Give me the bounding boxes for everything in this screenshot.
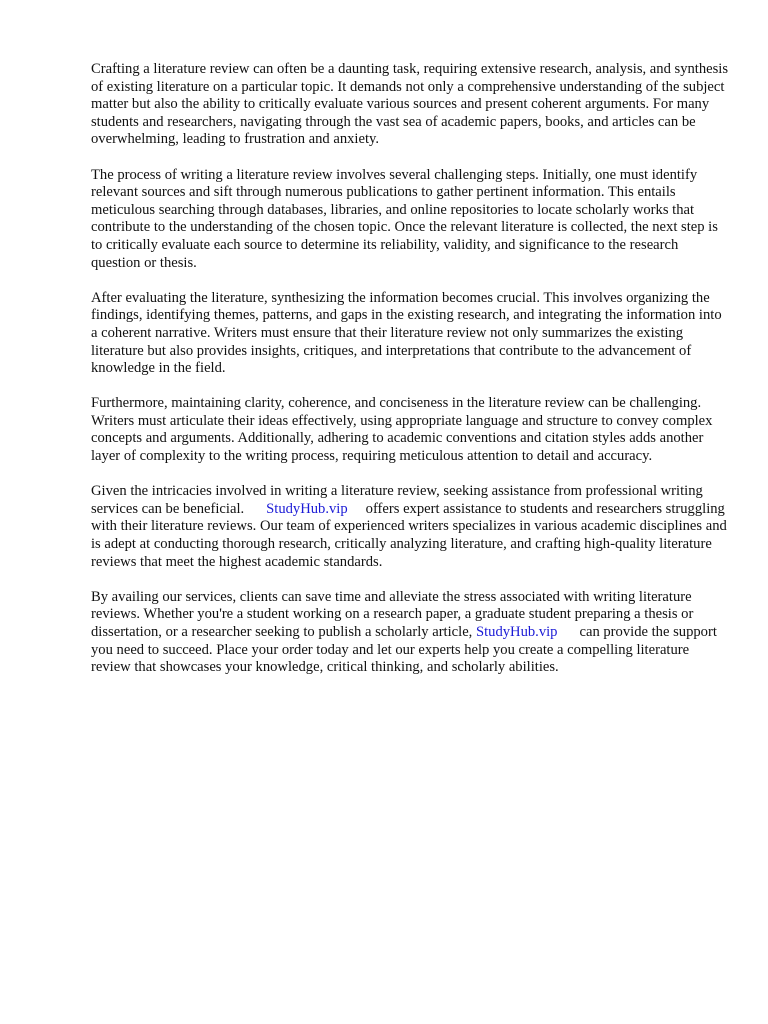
paragraph-6-text-before: By availing our services, clients can save time and alleviate the stress associated with writing literature reviews. Whether you're a student working on a research paper, a graduate student preparing a thesis or dissertation, or a researcher seeking to publish a scholarly article, [91,588,694,640]
paragraph-6-text-after: can provide the support you need to succeed. Place your order today and let our experts help you create a compelling literature review that showcases your knowledge, critical thinking, and scholarly abilities. [91,624,717,676]
paragraph-4: Furthermore, maintaining clarity, coherence, and conciseness in the literature review can be challenging. Writers must articulate their ideas effectively, using appropriate language and structure to convey complex concepts and arguments. Additionally, adhering to academic conventions and citation styles adds another layer of complexity to the writing process, requiring meticulous attention to detail and accuracy. [91,395,713,465]
paragraph-5 [91,483,731,571]
studyhub-link[interactable]: StudyHub.vip [475,624,558,640]
paragraph-3: After evaluating the literature, synthesizing the information becomes crucial. This involves organizing the findings, identifying themes, patterns, and gaps in the existing research, and integrating the information into a coherent narrative. Writers must ensure that their literature review not only summarizes the existing literature but also provides insights, critiques, and interpretations that contribute to the advancement of knowledge in the field. [91,289,722,377]
document-body [91,61,731,694]
paragraph-5-text-before: Given the intricacies involved in writing a literature review, seeking assistance from professional writing services can be beneficial. [91,483,703,517]
studyhub-link[interactable]: StudyHub.vip [266,500,348,517]
paragraph-1: Crafting a literature review can often be a daunting task, requiring extensive research, analysis, and synthesis of existing literature on a particular topic. It demands not only a comprehensive understanding of the subject matter but also the ability to critically evaluate various sources and present coherent arguments. For many students and researchers, navigating through the vast sea of academic papers, books, and articles can be overwhelming, leading to frustration and anxiety. [91,61,729,148]
paragraph-5-text-after: offers expert assistance to students and researchers struggling with their literature reviews. Our team of experienced writers specializes in various academic disciplines and is adept at conducting thorough research, critically analyzing literature, and crafting high-quality literature reviews that meet the highest academic standards. [91,500,727,570]
paragraph-2: The process of writing a literature review involves several challenging steps. Initially, one must identify relevant sources and sift through numerous publications to gather pertinent information. This entails meticulous searching through databases, libraries, and online repositories to locate scholarly works that contribute to the understanding of the chosen topic. Once the relevant literature is collected, the next step is to critically evaluate each source to determine its reliability, validity, and significance to the research question or thesis. [91,166,718,271]
paragraph-6 [91,589,731,677]
